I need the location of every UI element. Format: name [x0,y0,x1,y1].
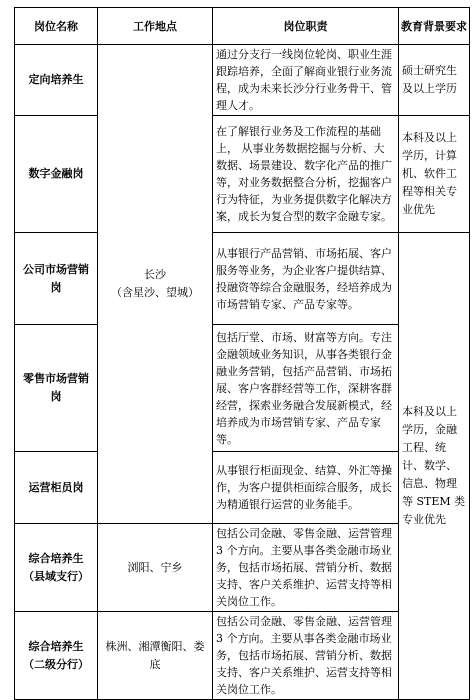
role-cell: 零售市场营销岗 [15,325,98,452]
header-location: 工作地点 [98,8,213,45]
recruitment-table [14,7,470,700]
table-row [15,45,470,116]
duty-cell: 包括厅堂、市场、财富等方向。专注金融领域业务知识，从事各类银行金融业务营销，包括产品营销、市场拓展、客户客群经营等工作，深耕客群经营，探索业务融合发展新模式，经培养成为市场营销专家、产品专家等。 [213,325,399,452]
duty-cell: 在了解银行业务及工作流程的基础上， 从事业务数据挖掘与分析、大数据、场景建设、数字化产品的推广等，对业务数据整合分析，挖掘客户行为特征，为业务提供数字化解决方案，成长为复合型的数字金融专家。 [213,116,399,233]
role-cell: 定向培养生 [15,45,98,116]
duty-cell: 包括公司金融、零售金融、运营管理 3 个方向。主要从事各类金融市场业务，包括市场拓展、营销分析、数据支持、客户关系维护、运营支持等相关岗位工作。 [213,524,399,612]
location-cell-changsha [98,45,213,524]
duty-cell: 从事银行柜面现金、结算、外汇等操作，为客户提供柜面综合服务，成长为精通银行运营的业务能手。 [213,452,399,524]
education-cell: 硕士研究生及以上学历 [399,45,470,116]
header-education: 教育背景要求 [399,8,470,45]
duty-cell: 包括公司金融、零售金融、运营管理 3 个方向。主要从事各类金融市场业务，包括市场拓展、营销分析、数据支持、客户关系维护、运营支持等相关岗位工作。 [213,612,399,700]
education-cell: 本科及以上学历，计算机、软件工程等相关专业优先 [399,116,470,233]
role-cell: 数字金融岗 [15,116,98,233]
duty-cell: 通过分支行一线岗位轮岗、职业生涯跟踪培养，全面了解商业银行业务流程，成为未来长沙分行业务骨干、管理人才。 [213,45,399,116]
duty-cell: 从事银行产品营销、市场拓展、客户服务等业务，为企业客户提供结算、投融资等综合金融服务，经培养成为市场营销专家、产品专家等。 [213,233,399,325]
location-text: 长沙 （含星沙、望城） [111,268,199,299]
role-cell: 公司市场营销岗 [15,233,98,325]
header-role: 岗位名称 [15,8,98,45]
location-cell: 株洲、湘潭衡阳、娄底 [98,612,213,700]
header-duty: 岗位职责 [213,8,399,45]
education-cell-merged: 本科及以上学历，金融工程、统计、数学、信息、物理等 STEM 类专业优先 [399,233,470,700]
role-cell: 综合培养生（二级分行） [15,612,98,700]
recruitment-table-page [14,7,469,700]
role-cell: 综合培养生（县域支行） [15,524,98,612]
table-header-row [15,8,470,45]
table-row [15,233,470,325]
table-row [15,116,470,233]
role-cell: 运营柜员岗 [15,452,98,524]
location-cell: 浏阳、宁乡 [98,524,213,612]
